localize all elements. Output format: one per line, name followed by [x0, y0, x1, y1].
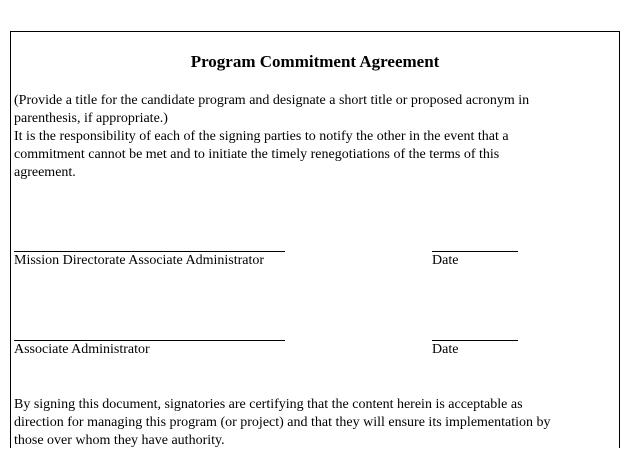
instructions-line: parenthesis, if appropriate.) — [14, 111, 168, 126]
certification-line: those over whom they have authority. — [14, 433, 225, 448]
instructions-paragraph — [14, 92, 614, 182]
instructions-line: (Provide a title for the candidate program and designate a short title or proposed acronym in — [14, 93, 530, 108]
date-label-mission-directorate: Date — [432, 253, 459, 268]
certification-line: direction for managing this program (or project) and that they will ensure its implementation by — [14, 415, 551, 430]
instructions-line: It is the responsibility of each of the signing parties to notify the other in the event that a — [14, 129, 509, 144]
document-title: Program Commitment Agreement — [190, 52, 440, 71]
agreement-document — [10, 31, 620, 448]
signer-label-mission-directorate: Mission Directorate Associate Administrator — [14, 253, 265, 268]
certification-paragraph — [14, 396, 614, 450]
date-label-associate-administrator: Date — [432, 342, 459, 357]
instructions-line: agreement. — [14, 165, 76, 180]
certification-line: By signing this document, signatories are certifying that the content herein is acceptable as — [14, 397, 523, 412]
instructions-line: commitment cannot be met and to initiate the timely renegotiations of the terms of this — [14, 147, 500, 162]
signer-label-associate-administrator: Associate Administrator — [14, 342, 150, 357]
